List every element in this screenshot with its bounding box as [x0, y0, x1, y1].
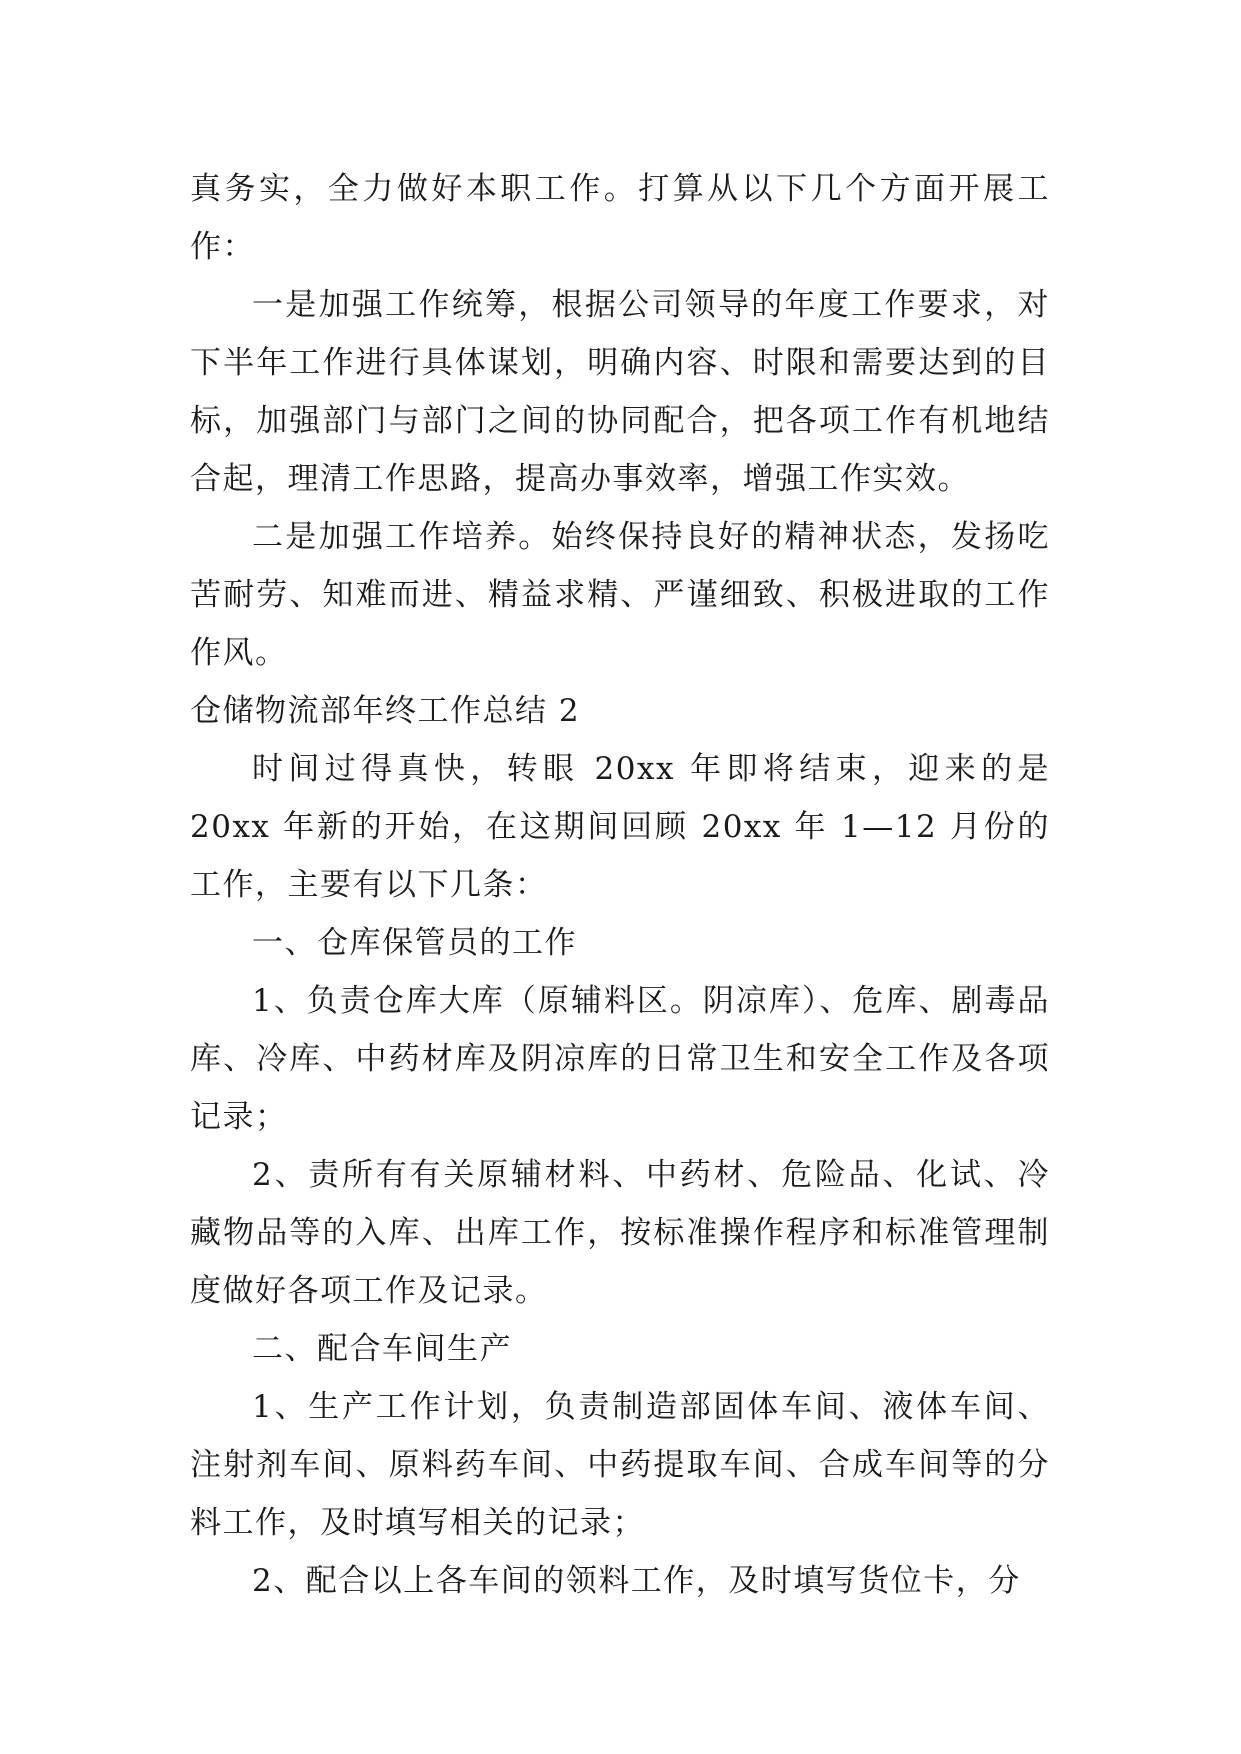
list-item-warehouse-2: 2、责所有有关原辅材料、中药材、危险品、化试、冷藏物品等的入库、出库工作，按标准操作程序和标准管理制度做好各项工作及记录。	[190, 1157, 1050, 1309]
paragraph-work-coordination: 一是加强工作统筹，根据公司领导的年度工作要求，对下半年工作进行具体谋划，明确内容、时限和需要达到的目标，加强部门与部门之间的协同配合，把各项工作有机地结合起，理清工作思路，提高办事效率，增强工作实效。	[190, 287, 1050, 497]
subheading-warehouse-keeper: 一、仓库保管员的工作	[252, 925, 577, 961]
paragraph-continuation: 真务实，全力做好本职工作。打算从以下几个方面开展工作：	[190, 171, 1050, 265]
paragraph-work-training: 二是加强工作培养。始终保持良好的精神状态，发扬吃苦耐劳、知难而进、精益求精、严谨细致、积极进取的工作作风。	[190, 519, 1050, 671]
list-item-workshop-2: 2、配合以上各车间的领料工作，及时填写货位卡，分	[252, 1563, 1021, 1599]
list-item-workshop-1: 1、生产工作计划，负责制造部固体车间、液体车间、注射剂车间、原料药车间、中药提取车间、合成车间等的分料工作，及时填写相关的记录；	[190, 1389, 1050, 1541]
section-title: 仓储物流部年终工作总结 2	[190, 693, 581, 729]
paragraph-intro: 时间过得真快，转眼 20xx 年即将结束，迎来的是 20xx 年新的开始，在这期间回顾 20xx 年 1—12 月份的工作，主要有以下几条：	[190, 751, 1050, 903]
subheading-workshop-production: 二、配合车间生产	[252, 1331, 512, 1367]
list-item-warehouse-1: 1、负责仓库大库（原辅料区。阴凉库）、危库、剧毒品库、冷库、中药材库及阴凉库的日常卫生和安全工作及各项记录；	[190, 983, 1050, 1135]
document-body	[190, 160, 1050, 1610]
